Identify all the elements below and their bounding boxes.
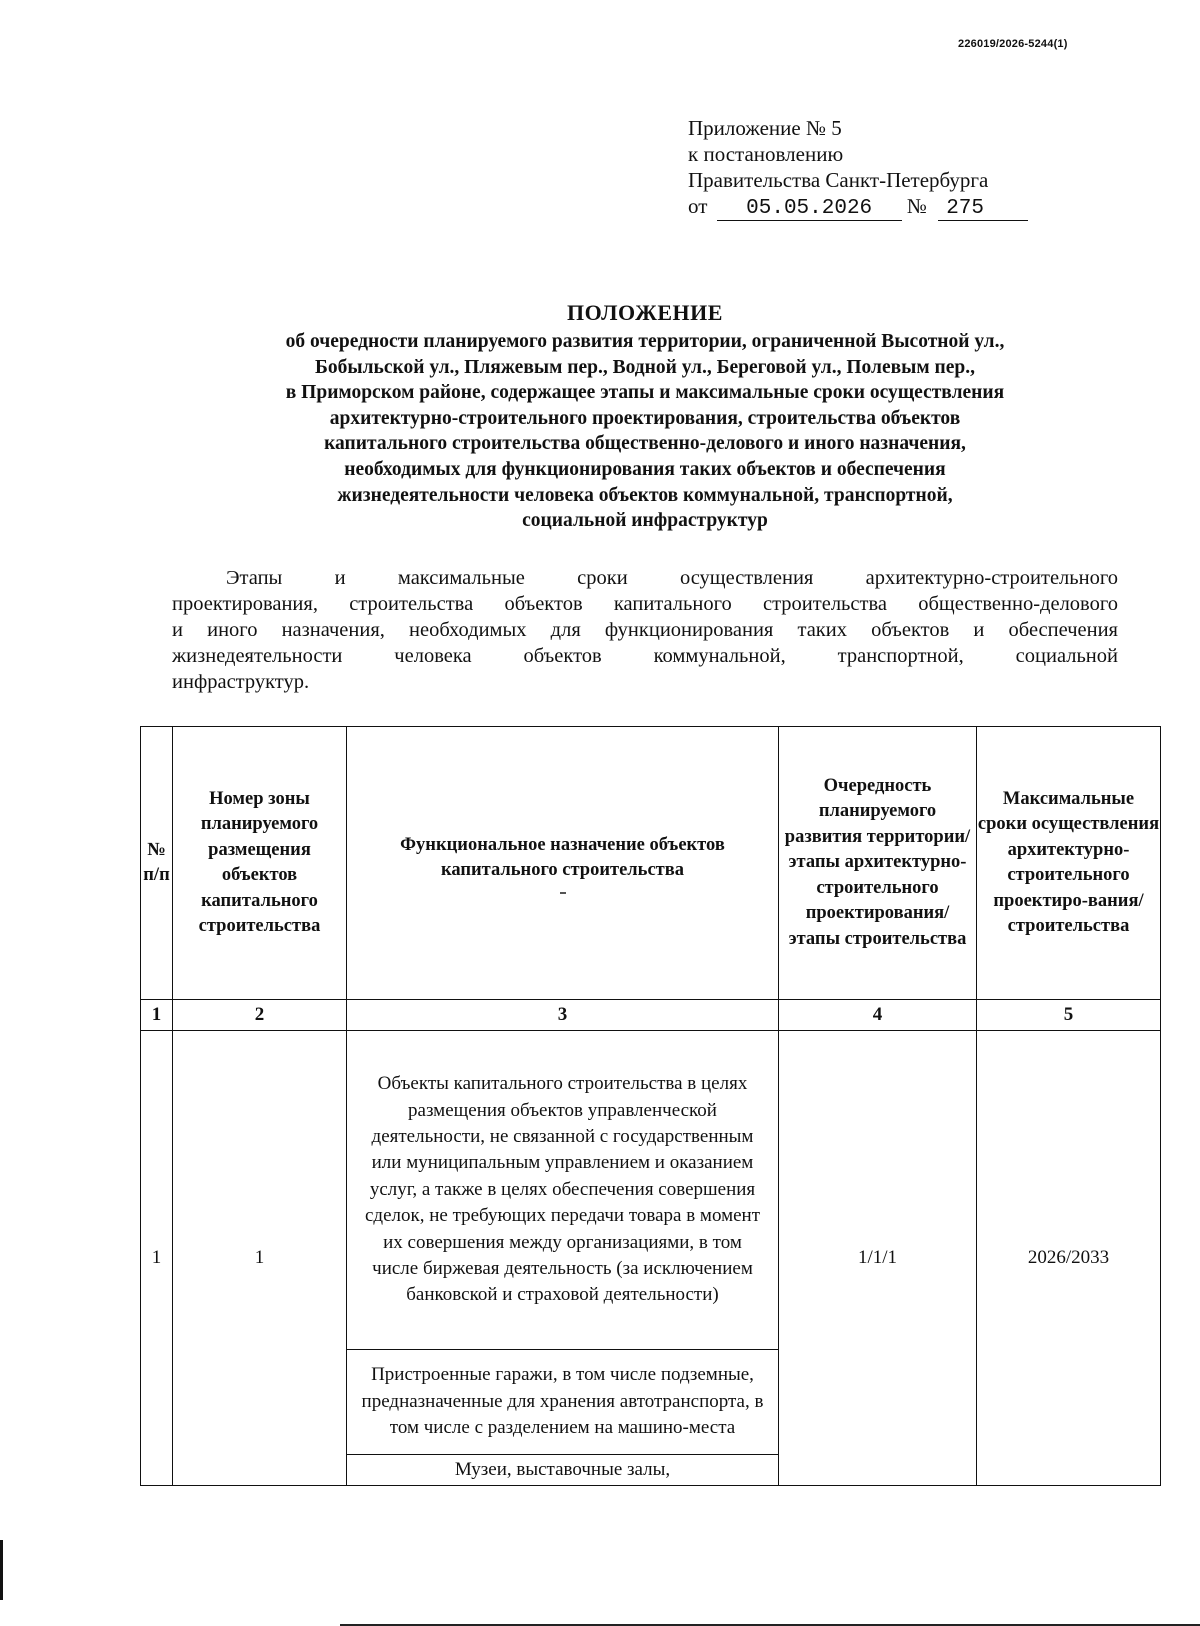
subtitle-line: капитального строительства общественно-делового и иного назначения, — [324, 433, 966, 455]
header-stage: Очередность планируемого развития территории/ этапы архитектурно-строительного проектирования/ этапы строительства — [779, 727, 977, 1000]
subtitle-line: об очередности планируемого развития территории, ограниченной Высотной ул., — [285, 331, 1005, 352]
stage-cell: 1/1/1 — [779, 1031, 977, 1486]
scan-speck — [560, 892, 566, 894]
function-cell: Объекты капитального строительства в целях размещения объектов управленческой деятельности, не связанной с государственным или муниципальным управлением и оказанием услуг, а также в целях обеспечения совершения сделок, не требующих передачи товара в момент их совершения между организациями, в том числе биржевая деятельность (за исключением банковской и страховой деятельности) — [347, 1031, 779, 1350]
subtitle-line: архитектурно-строительного проектирования, строительства объектов — [329, 407, 961, 429]
stages-table — [140, 726, 1161, 1486]
deadline-cell: 2026/2033 — [977, 1031, 1161, 1486]
appendix-line-3: Правительства Санкт-Петербурга — [688, 168, 989, 192]
appendix-date: 05.05.2026 — [717, 198, 902, 221]
header-deadline: Максимальные сроки осуществления архитектурно-строительного проектиро-вания/ строительства — [977, 727, 1161, 1000]
column-number: 2 — [173, 1000, 347, 1031]
intro-paragraph — [172, 565, 1118, 695]
document-subtitle — [150, 329, 1140, 534]
column-number: 5 — [977, 1000, 1161, 1031]
appendix-line-2: к постановлению — [688, 142, 844, 166]
row-number-cell: 1 — [141, 1031, 173, 1486]
intro-line: Этапы и максимальные сроки осуществления архитектурно-строительного — [226, 567, 1118, 589]
appendix-line-1: Приложение № 5 — [688, 116, 842, 140]
appendix-date-line — [688, 193, 1028, 221]
column-number: 1 — [141, 1000, 173, 1031]
number-label: № — [906, 194, 927, 218]
subtitle-line: в Приморском районе, содержащее этапы и максимальные сроки осуществления — [285, 382, 1005, 404]
subtitle-line: необходимых для функционирования таких объектов и обеспечения — [344, 458, 946, 480]
from-label: от — [688, 194, 708, 218]
subtitle-line: жизнедеятельности человека объектов коммунальной, транспортной, — [337, 484, 953, 506]
appendix-number: 275 — [938, 198, 1028, 221]
document-title: ПОЛОЖЕНИЕ — [567, 300, 723, 325]
scan-edge-mark — [0, 1540, 3, 1600]
table-header-row — [141, 727, 1161, 1000]
subtitle-line: Бобыльской ул., Пляжевым пер., Водной ул., Береговой ул., Полевым пер., — [314, 356, 976, 378]
intro-line: и иного назначения, необходимых для функционирования таких объектов и обеспечения — [172, 619, 1118, 641]
intro-line: жизнедеятельности человека объектов коммунальной, транспортной, социальной — [172, 645, 1118, 667]
header-function-text: Функциональное назначение объектов капитального строительства — [400, 834, 725, 880]
header-zone: Номер зоны планируемого размещения объектов капитального строительства — [173, 727, 347, 1000]
column-numbers-row — [141, 1000, 1161, 1031]
function-cell: Музеи, выставочные залы, — [347, 1455, 779, 1486]
column-number: 3 — [347, 1000, 779, 1031]
header-number: № п/п — [141, 727, 173, 1000]
intro-line: инфраструктур. — [172, 671, 310, 693]
table-row — [141, 1031, 1161, 1350]
appendix-block — [688, 115, 1028, 221]
zone-cell: 1 — [173, 1031, 347, 1486]
subtitle-line: социальной инфраструктур — [522, 510, 768, 532]
header-function — [347, 727, 779, 1000]
function-cell: Пристроенные гаражи, в том числе подземные, предназначенные для хранения автотранспорта, в том числе с разделением на машино-места — [347, 1350, 779, 1455]
intro-line: проектирования, строительства объектов капитального строительства общественно-делового — [172, 593, 1118, 615]
document-number: 226019/2026-5244(1) — [958, 38, 1068, 50]
column-number: 4 — [779, 1000, 977, 1031]
